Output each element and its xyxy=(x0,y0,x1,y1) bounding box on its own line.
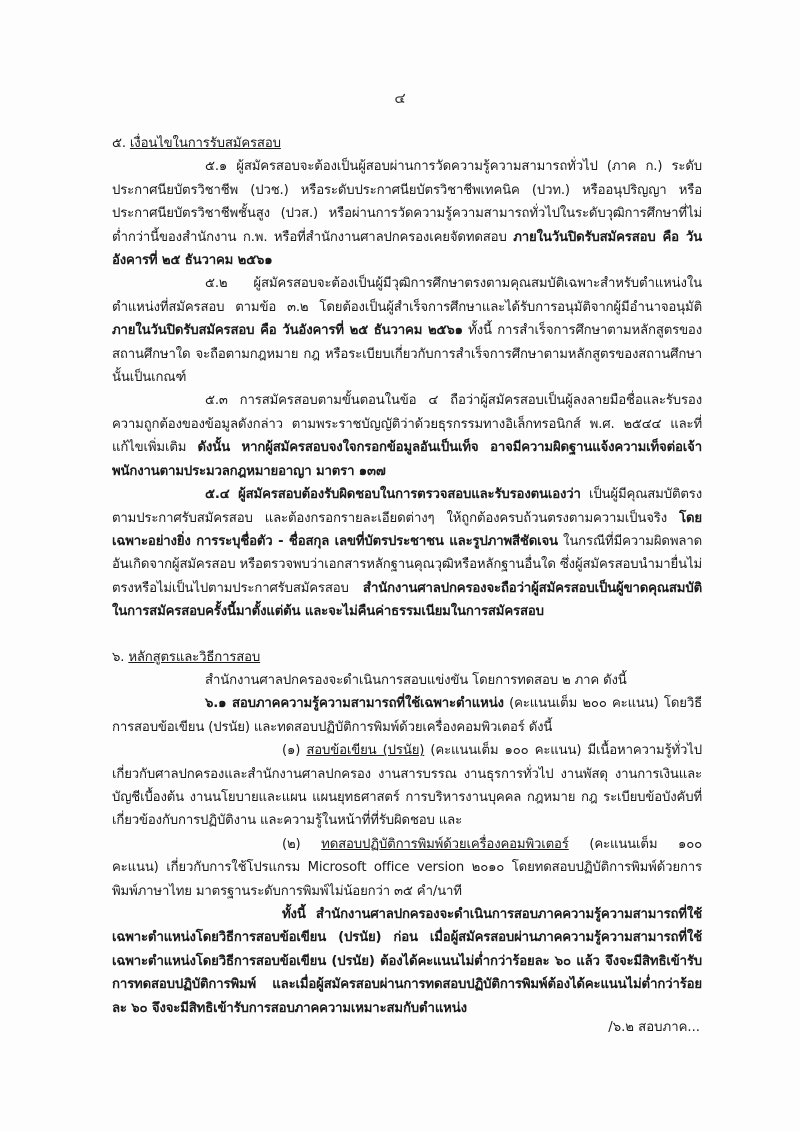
section-6-intro: สำนักงานศาลปกครองจะดำเนินการสอบแข่งขัน โดยการทดสอบ ๒ ภาค ดังนี้ xyxy=(205,672,627,688)
clause-6-1 xyxy=(112,692,702,739)
clause-6-1-text: (คะแนนเต็ม ๒๐๐ คะแนน) โดยวิธีการสอบข้อเขียน (ปรนัย) และทดสอบปฏิบัติการพิมพ์ด้วยเครื่องคอมพิวเตอร์ ดังนี้ xyxy=(112,696,702,735)
clause-5-1-deadline: ภายในวันปิดรับสมัครสอบ คือ วันอังคารที่ ๒๕ ธันวาคม ๒๕๖๑ xyxy=(112,229,702,269)
clause-5-3-text: ๕.๓ การสมัครสอบตามขั้นตอนในข้อ ๔ ถือว่าผู้สมัครสอบเป็นผู้ลงลายมือชื่อและรับรองความถูกต้องของข้อมูลดังกล่าว ตามพระราชบัญญัติว่าด้วยธุรกรรมทางอิเล็กทรอนิกส์ พ.ศ. ๒๕๔๔ และที่แก้ไขเพิ่มเติม xyxy=(112,393,702,456)
clause-5-4-text-2: ในกรณีที่มีความผิดพลาดอันเกิดจากผู้สมัครสอบ หรือตรวจพบว่าเอกสารหลักฐานคุณวุฒิหรือหลักฐานอื่นใด ซึ่งผู้สมัครสอบนำมายื่นไม่ตรงหรือไม่เป็นไปตามประกาศรับสมัครสอบ xyxy=(112,533,702,596)
clause-5-4-text: เป็นผู้มีคุณสมบัติตรงตามประกาศรับสมัครสอบ และต้องกรอกรายละเอียดต่างๆ ให้ถูกต้องครบถ้วนตรงตามความเป็นจริง xyxy=(112,487,702,526)
sub-1-title: สอบข้อเขียน (ปรนัย) xyxy=(306,743,425,759)
clause-5-4-consequence: สำนักงานศาลปกครองจะถือว่าผู้สมัครสอบเป็นผู้ขาดคุณสมบัติในการสมัครสอบครั้งนี้มาตั้งแต่ต้น และจะไม่คืนค่าธรรมเนียมในการสมัครสอบ xyxy=(112,580,702,620)
continuation-marker: /๖.๒ สอบภาค... xyxy=(608,1020,700,1035)
document-body xyxy=(112,132,702,1020)
clause-5-3 xyxy=(112,389,702,483)
clause-5-2-text-end: ทั้งนี้ การสำเร็จการศึกษาตามหลักสูตรของสถานศึกษาใด จะถือตามกฎหมาย กฎ หรือระเบียบเกี่ยวกับการสำเร็จการศึกษาตามหลักสูตรของสถานศึกษานั้นเป็นเกณฑ์ xyxy=(112,323,702,386)
clause-6-1-title: ๖.๑ สอบภาคความรู้ความสามารถที่ใช้เฉพาะตำแหน่ง xyxy=(205,696,504,712)
section-6-number: ๖. xyxy=(112,649,125,665)
sub-2-title: ทดสอบปฏิบัติการพิมพ์ด้วยเครื่องคอมพิวเตอร์ xyxy=(321,836,569,852)
clause-6-1-sub-1 xyxy=(112,739,702,833)
clause-5-3-warning: ดังนั้น หากผู้สมัครสอบจงใจกรอกข้อมูลอันเป็นเท็จ อาจมีความผิดฐานแจ้งความเท็จต่อเจ้าพนักงานตามประมวลกฎหมายอาญา มาตรา ๑๓๗ xyxy=(112,440,702,479)
clause-5-4 xyxy=(112,483,702,623)
clause-5-1-text: ๕.๑ ผู้สมัครสอบจะต้องเป็นผู้สอบผ่านการวัดความรู้ความสามารถทั่วไป (ภาค ก.) ระดับประกาศนียบัตรวิชาชีพ (ปวช.) หรือระดับประกาศนียบัตรวิชาชีพเทคนิค (ปวท.) หรืออนุปริญญา หรือประกาศนียบัตรวิชาชีพชั้นสูง (ปวส.) หรือผ่านการวัดความรู้ความสามารถทั่วไปในระดับวุฒิการศึกษาที่ไม่ต่ำกว่านี้ของสำนักงาน ก.พ. หรือที่สำนักงานศาลปกครองเคยจัดทดสอบ xyxy=(112,159,702,245)
section-6-heading xyxy=(112,646,702,669)
sub-2-label: (๒) xyxy=(282,836,322,852)
sub-1-label: (๑) xyxy=(282,743,307,759)
clause-5-2-text: ๕.๒ ผู้สมัครสอบจะต้องเป็นผู้มีวุฒิการศึกษาตรงตามคุณสมบัติเฉพาะสำหรับตำแหน่งในตำแหน่งที่สมัครสอบ ตามข้อ ๓.๒ โดยต้องเป็นผู้สำเร็จการศึกษาและได้รับการอนุมัติจากผู้มีอำนาจอนุมัติ xyxy=(112,276,702,315)
clause-5-4-emphasis: โดยเฉพาะอย่างยิ่ง การระบุชื่อตัว - ชื่อสกุล เลขที่บัตรประชาชน และรูปภาพสีชัดเจน xyxy=(112,510,702,549)
sub-1-text: (คะแนนเต็ม ๑๐๐ คะแนน) มีเนื้อหาความรู้ทั่วไปเกี่ยวกับศาลปกครองและสำนักงานศาลปกครอง งานสารบรรณ งานธุรการทั่วไป งานพัสดุ งานการเงินและบัญชีเบื้องต้น งานนโยบายและแผน แผนยุทธศาสตร์ การบริหารงานบุคคล กฎหมาย กฎ ระเบียบข้อบังคับที่เกี่ยวข้องกับการปฏิบัติงาน และความรู้ในหน้าที่ที่รับผิดชอบ และ xyxy=(112,743,702,829)
clause-5-2-deadline: ภายในวันปิดรับสมัครสอบ คือ วันอังคารที่ ๒๕ ธันวาคม ๒๕๖๑ xyxy=(112,323,463,339)
section-6-title: หลักสูตรและวิธีการสอบ xyxy=(128,649,261,665)
clause-6-note xyxy=(112,903,702,1020)
clause-5-4-lead: ๕.๔ ผู้สมัครสอบต้องรับผิดชอบในการตรวจสอบและรับรองตนเองว่า xyxy=(205,487,581,503)
clause-5-2 xyxy=(112,272,702,389)
page-number: ๔ xyxy=(394,89,406,107)
clause-5-1 xyxy=(112,155,702,272)
sub-2-text: (คะแนนเต็ม ๑๐๐ คะแนน) เกี่ยวกับการใช้โปรแกรม Microsoft office version ๒๐๑๐ โดยทดสอบปฏิบัติการพิมพ์ด้วยการพิมพ์ภาษาไทย มาตรฐานระดับการพิมพ์ไม่น้อยกว่า ๓๕ คำ/นาที xyxy=(112,836,702,899)
note-text: ทั้งนี้ สำนักงานศาลปกครองจะดำเนินการสอบภาคความรู้ความสามารถที่ใช้เฉพาะตำแหน่งโดยวิธีการสอบข้อเขียน (ปรนัย) ก่อน เมื่อผู้สมัครสอบผ่านภาคความรู้ความสามารถที่ใช้เฉพาะตำแหน่งโดยวิธีการสอบข้อเขียน (ปรนัย) ต้องได้คะแนนไม่ต่ำกว่าร้อยละ ๖๐ แล้ว จึงจะมีสิทธิเข้ารับการทดสอบปฏิบัติการพิมพ์ และเมื่อผู้สมัครสอบผ่านการทดสอบปฏิบัติการพิมพ์ต้องได้คะแนนไม่ต่ำกว่าร้อยละ ๖๐ จึงจะมีสิทธิเข้ารับการสอบภาคความเหมาะสมกับตำแหน่ง xyxy=(112,907,702,1016)
clause-6-1-sub-2 xyxy=(112,833,702,903)
section-5-title: เงื่อนไขในการรับสมัครสอบ xyxy=(129,136,281,151)
section-5-number: ๕. xyxy=(112,136,126,151)
section-5-heading xyxy=(112,132,702,155)
